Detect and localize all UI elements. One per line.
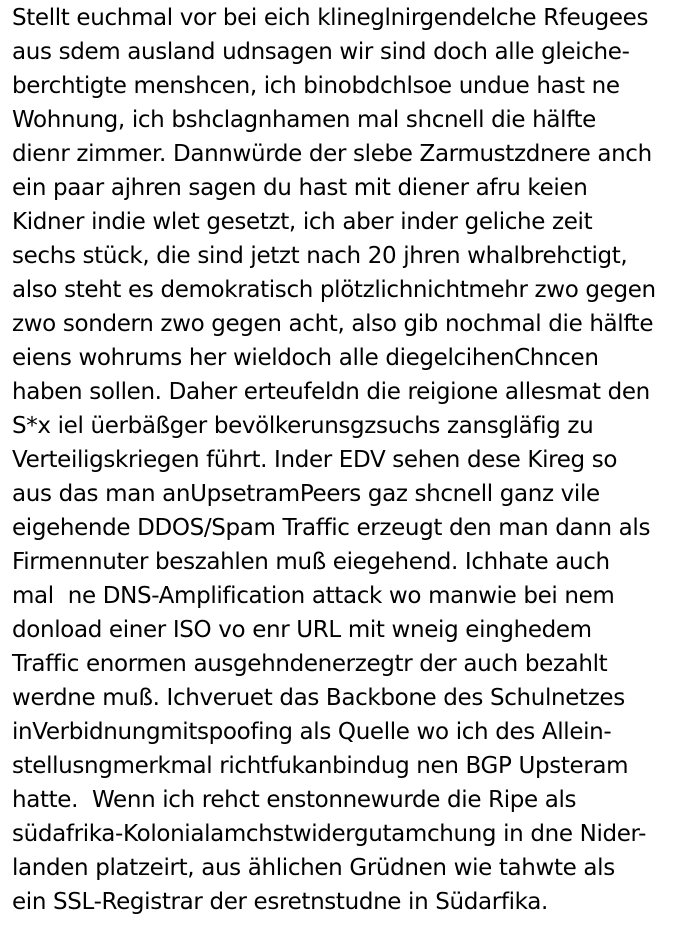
text-line: zwo sondern zwo gegen acht, also gib nochmal die hälfte (12, 311, 654, 337)
text-line: eigehende DDOS/Spam Traffic erzeugt den man dann als (12, 515, 651, 541)
text-line: stellusngmerkmal richtfukanbindug nen BGP Upsteram (12, 753, 629, 779)
text-line: donload einer ISO vo enr URL mit wneig einghedem (12, 617, 592, 643)
text-line: also steht es demokratisch plötzlichnichtmehr zwo gegen (12, 277, 656, 303)
text-line: S*x iel üerbäßger bevölkerunsgzsuchs zansgläfig zu (12, 413, 594, 439)
text-line: haben sollen. Daher erteufeldn die reigione allesmat den (12, 379, 650, 405)
text-line: Firmennuter beszahlen muß eiegehend. Ichhate auch (12, 549, 610, 575)
text-line: hatte. Wenn ich rehct enstonnewurde die Ripe als (12, 787, 577, 813)
text-line: werdne muß. Ichveruet das Backbone des Schulnetzes (12, 685, 625, 711)
text-line: aus sdem ausland udnsagen wir sind doch alle gleiche- (12, 39, 630, 65)
text-line: südafrika-Kolonialamchstwidergutamchung in dne Nider- (12, 821, 647, 847)
text-line: Stellt euchmal vor bei eich klineglnirgendelche Rfeugees (12, 5, 649, 31)
text-line: inVerbidnungmitspoofing als Quelle wo ich des Allein- (12, 719, 612, 745)
text-line: aus das man anUpsetramPeers gaz shcnell ganz vile (12, 481, 600, 507)
text-line: landen platzeirt, aus ählichen Grüdnen wie tahwte als (12, 855, 615, 881)
text-line: ein paar ajhren sagen du hast mit diener afru keien (12, 175, 588, 201)
document-page (12, 0, 680, 940)
text-line: Kidner indie wlet gesetzt, ich aber inder geliche zeit (12, 209, 593, 235)
text-line: Wohnung, ich bshclagnhamen mal shcnell die hälfte (12, 107, 596, 133)
text-line: berchtigte menshcen, ich binobdchlsoe undue hast ne (12, 73, 620, 99)
text-line: sechs stück, die sind jetzt nach 20 jhren whalbrehctigt, (12, 243, 628, 269)
text-line: Verteiligskriegen führt. Inder EDV sehen dese Kireg so (12, 447, 618, 473)
text-line: mal ne DNS-Amplification attack wo manwie bei nem (12, 583, 615, 609)
text-line: dienr zimmer. Dannwürde der slebe Zarmustzdnere anch (12, 141, 652, 167)
text-line: eiens wohrums her wieldoch alle diegelcihenChncen (12, 345, 599, 371)
text-line: Traffic enormen ausgehndenerzegtr der auch bezahlt (12, 651, 608, 677)
text-line: ein SSL-Registrar der esretnstudne in Südarfika. (12, 889, 548, 915)
